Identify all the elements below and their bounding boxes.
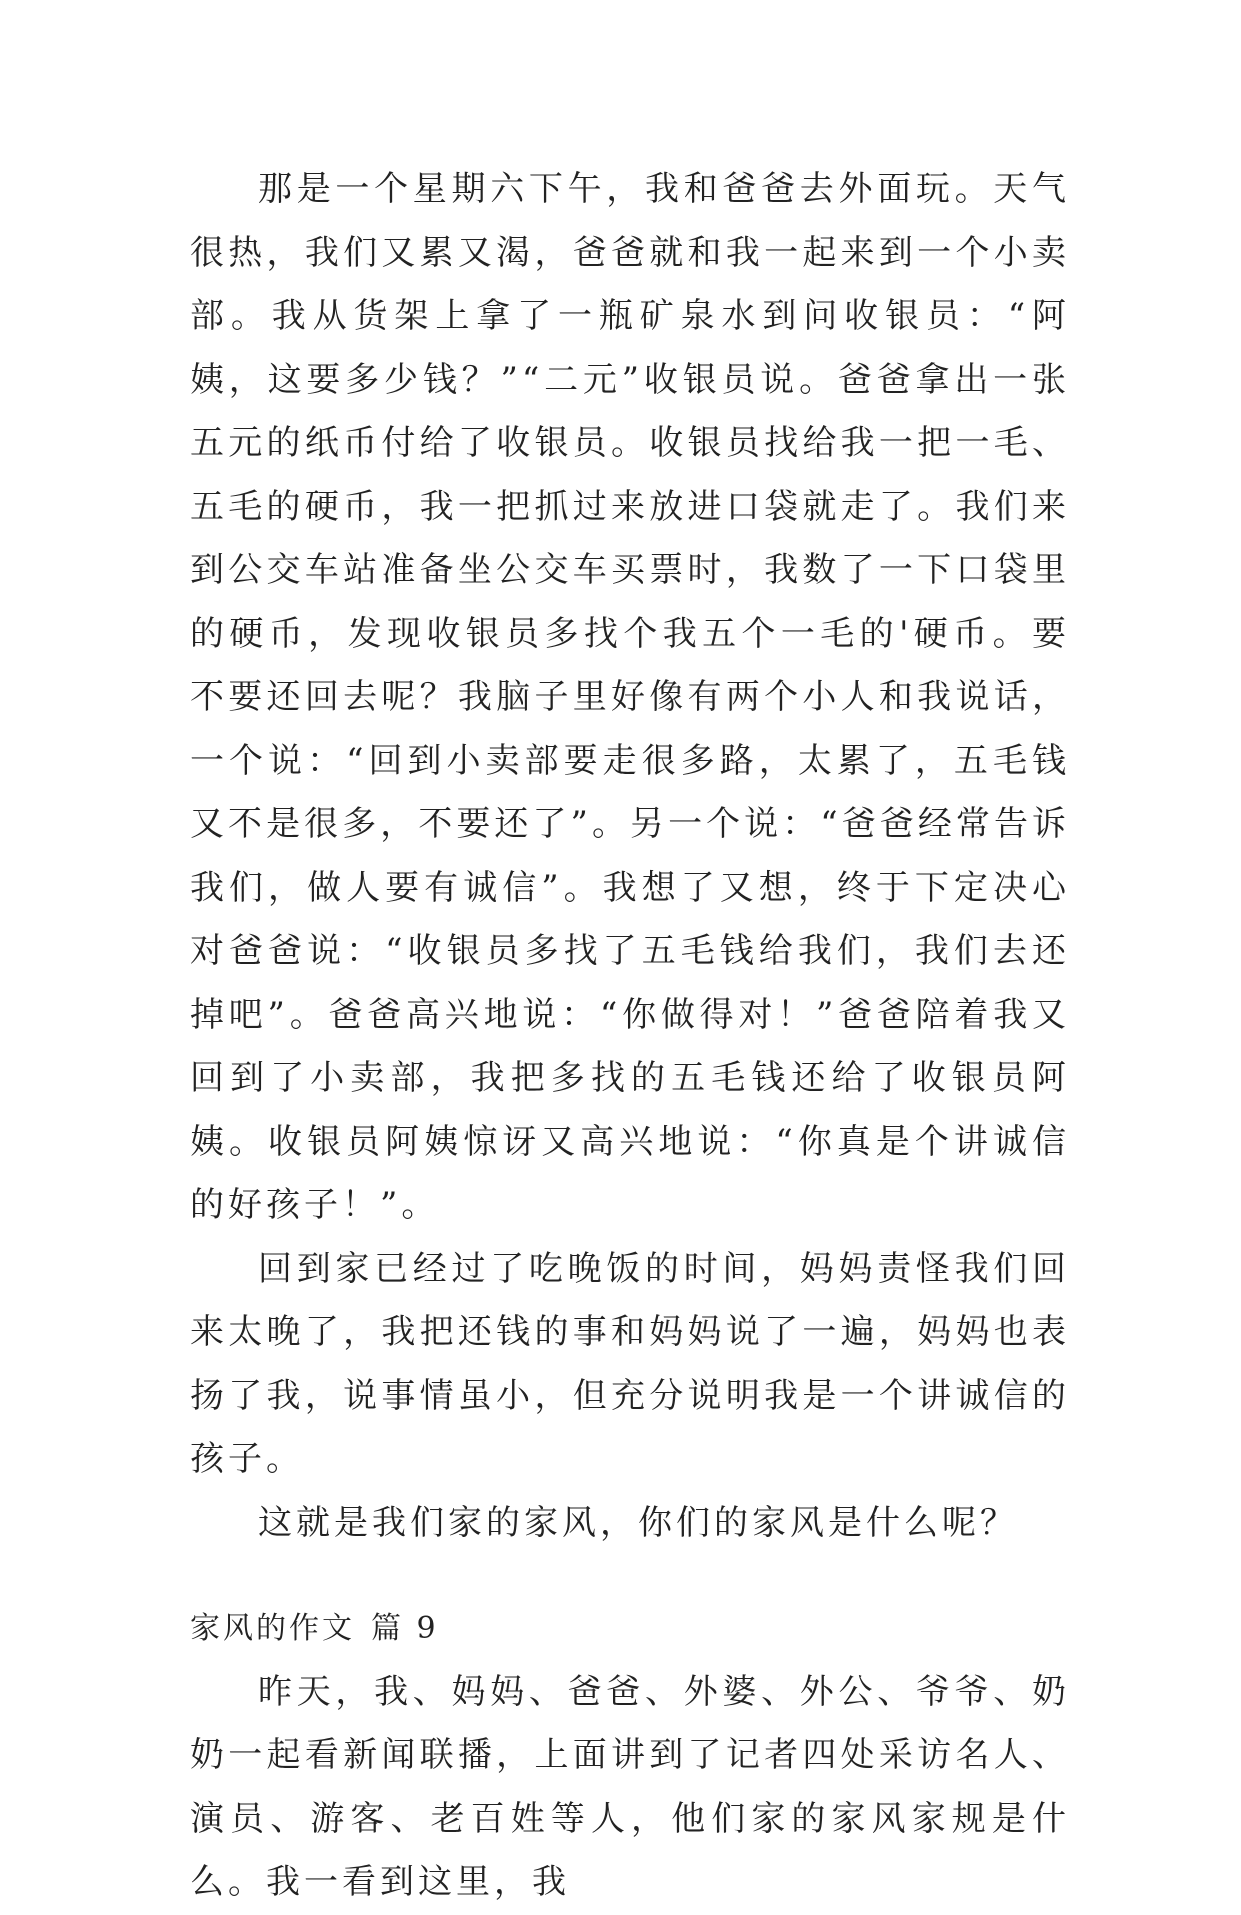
paragraph-honesty-story: 那是一个星期六下午，我和爸爸去外面玩。天气很热，我们又累又渴，爸爸就和我一起来到一个小卖部。我从货架上拿了一瓶矿泉水到问收银员：“阿姨，这要多少钱？”“二元”收银员说。爸爸拿出一张五元的纸币付给了收银员。收银员找给我一把一毛、五毛的硬币，我一把抓过来放进口袋就走了。我们来到公交车站准备坐公交车买票时，我数了一下口袋里的硬币，发现收银员多找个我五个一毛的'硬币。要不要还回去呢？我脑子里好像有两个小人和我说话，一个说：“回到小卖部要走很多路，太累了，五毛钱又不是很多，不要还了”。另一个说：“爸爸经常告诉我们，做人要有诚信”。我想了又想，终于下定决心对爸爸说：“收银员多找了五毛钱给我们，我们去还掉吧”。爸爸高兴地说：“你做得对！”爸爸陪着我又回到了小卖部，我把多找的五毛钱还给了收银员阿姨。收银员阿姨惊讶又高兴地说：“你真是个讲诚信的好孩子！”。 xyxy=(190,169,1070,1225)
section-number: 篇 9 xyxy=(371,1611,439,1646)
section-title: 家风的作文 xyxy=(190,1611,355,1646)
section-heading xyxy=(190,1597,1070,1661)
paragraph-news-broadcast: 昨天，我、妈妈、爸爸、外婆、外公、爷爷、奶奶一起看新闻联播，上面讲到了记者四处采访名人、演员、游客、老百姓等人，他们家的家风家规是什么。我一看到这里，我 xyxy=(190,1671,1070,1902)
document-body xyxy=(190,158,1070,1915)
paragraph-family-style-question: 这就是我们家的家风，你们的家风是什么呢？ xyxy=(258,1502,1018,1543)
paragraph-back-home: 回到家已经过了吃晚饭的时间，妈妈责怪我们回来太晚了，我把还钱的事和妈妈说了一遍，妈妈也表扬了我，说事情虽小，但充分说明我是一个讲诚信的孩子。 xyxy=(190,1248,1070,1479)
